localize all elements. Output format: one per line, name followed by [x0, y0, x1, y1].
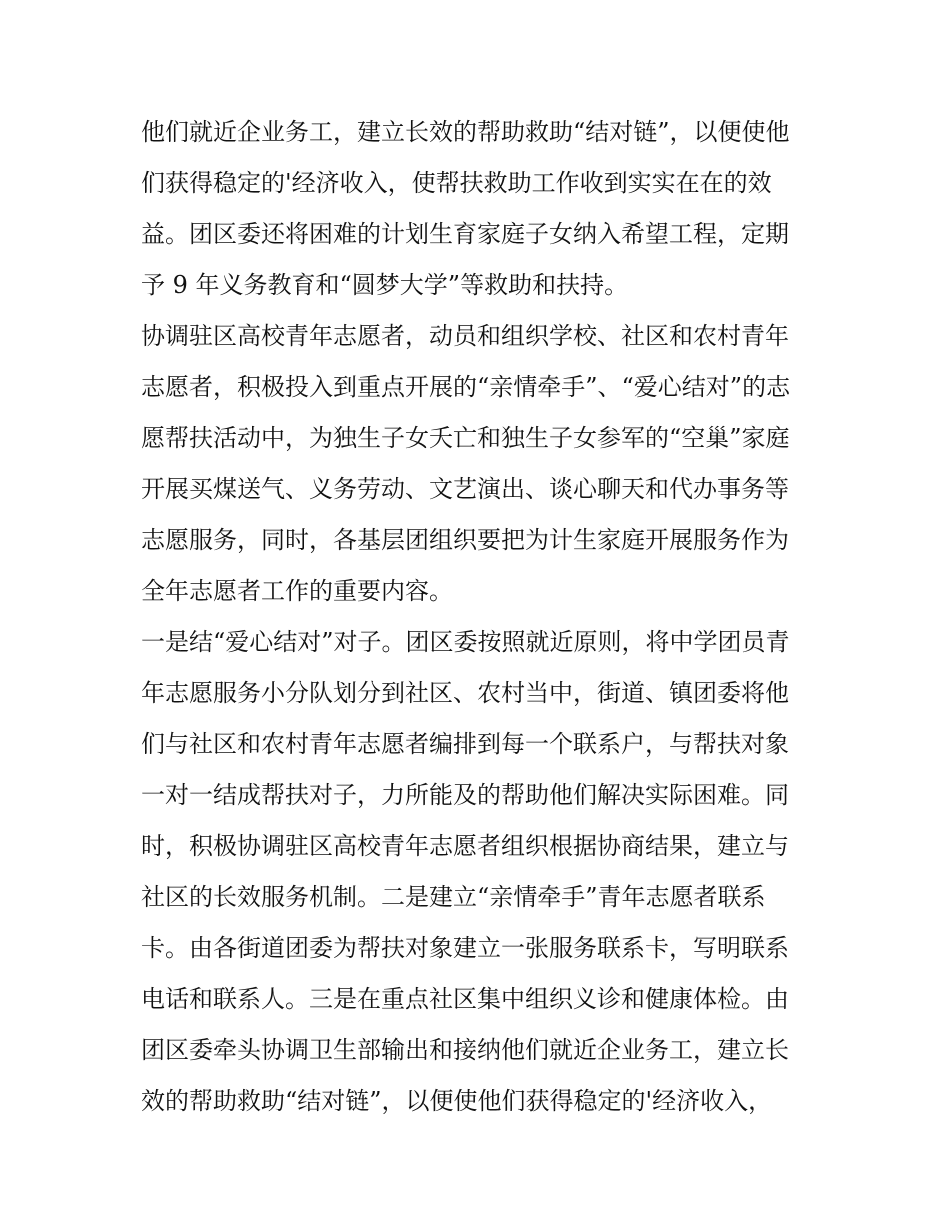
text-line-6: 志愿者，积极投入到重点开展的“亲情牵手”、“爱心结对”的志 — [141, 373, 791, 401]
text-line-11: 一是结“爱心结对”对子。团区委按照就近原则，将中学团员青 — [141, 628, 790, 656]
text-line-13: 们与社区和农村青年志愿者编排到每一个联系户，与帮扶对象 — [141, 730, 789, 758]
text-line-4: 予 9 年义务教育和“圆梦大学”等救助和扶持。 — [141, 271, 629, 299]
body-text — [141, 107, 813, 1127]
text-line-18: 电话和联系人。三是在重点社区集中组织义诊和健康体检。由 — [141, 985, 789, 1013]
text-line-14: 一对一结成帮扶对子，力所能及的帮助他们解决实际困难。同 — [141, 781, 789, 809]
text-line-9: 志愿服务，同时，各基层团组织要把为计生家庭开展服务作为 — [141, 526, 789, 554]
text-line-5: 协调驻区高校青年志愿者，动员和组织学校、社区和农村青年 — [141, 322, 789, 350]
text-line-8: 开展买煤送气、义务劳动、文艺演出、谈心聊天和代办事务等 — [141, 475, 789, 503]
text-line-1: 他们就近企业务工，建立长效的帮助救助“结对链”，以便使他 — [141, 118, 790, 146]
text-line-7: 愿帮扶活动中，为独生子女夭亡和独生子女参军的“空巢”家庭 — [141, 424, 790, 452]
text-line-2: 们获得稳定的'经济收入，使帮扶救助工作收到实实在在的效 — [141, 169, 772, 197]
text-line-17: 卡。由各街道团委为帮扶对象建立一张服务联系卡，写明联系 — [141, 934, 789, 962]
text-line-12: 年志愿服务小分队划分到社区、农村当中，街道、镇团委将他 — [141, 679, 789, 707]
text-line-10: 全年志愿者工作的重要内容。 — [141, 577, 453, 605]
text-line-19: 团区委牵头协调卫生部输出和接纳他们就近企业务工，建立长 — [141, 1036, 789, 1064]
text-line-16: 社区的长效服务机制。二是建立“亲情牵手”青年志愿者联系 — [141, 883, 766, 911]
text-line-20: 效的帮助救助“结对链”，以便使他们获得稳定的'经济收入， — [141, 1087, 773, 1115]
text-line-15: 时，积极协调驻区高校青年志愿者组织根据协商结果，建立与 — [141, 832, 789, 860]
text-line-3: 益。团区委还将困难的计划生育家庭子女纳入希望工程，定期 — [141, 220, 789, 248]
